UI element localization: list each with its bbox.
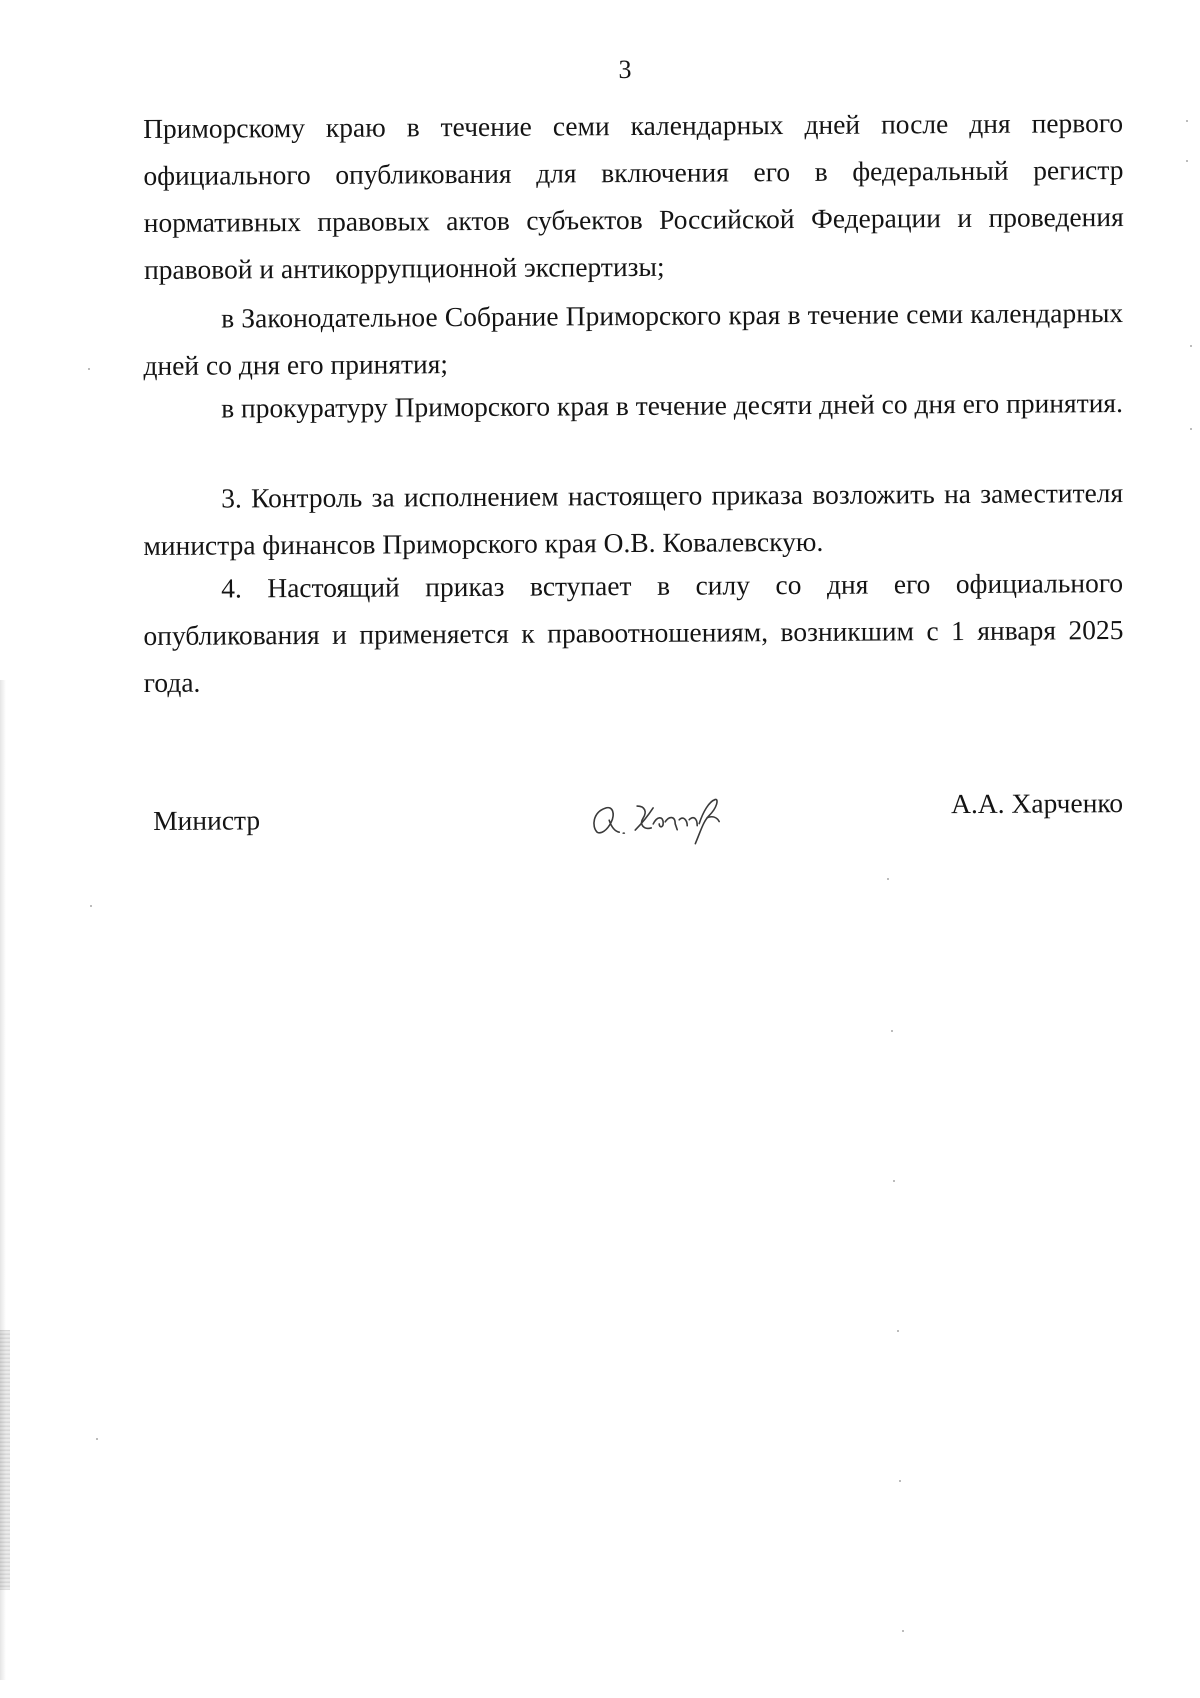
paragraph-text: в прокуратуру Приморского края в течение десяти дней со дня его принятия. — [221, 387, 1124, 424]
paragraph-prosecutor-office — [143, 379, 1123, 432]
signer-title: Министр — [153, 804, 261, 836]
page-number: 3 — [618, 55, 632, 84]
scan-speck — [893, 1180, 895, 1182]
scan-speck — [96, 1438, 98, 1440]
scan-speck — [887, 878, 889, 880]
signer-name: А.А. Харченко — [951, 787, 1124, 820]
scan-speck — [1190, 345, 1192, 347]
scan-speck — [891, 1030, 893, 1032]
scan-speck — [902, 1630, 904, 1632]
scan-edge-artifact-dark — [0, 1330, 10, 1590]
scan-speck — [1186, 160, 1188, 162]
paragraph-text: Приморскому краю в течение семи календарных дней после дня первого официального опубликования для включения его в федеральный регистр нормативных правовых актов субъектов Российской Федерации и проведения правовой и антикоррупционной экспертизы; — [143, 107, 1124, 285]
scan-speck — [1186, 120, 1188, 122]
signature-block — [153, 787, 1123, 873]
paragraph-legislative-assembly — [143, 289, 1124, 389]
paragraph-text: в Законодательное Собрание Приморского края в течение семи календарных дней со дня его принятия; — [143, 297, 1124, 381]
scan-speck — [1190, 428, 1192, 430]
scan-speck — [899, 1480, 901, 1482]
scan-speck — [897, 1330, 899, 1332]
paragraph-control-clause — [143, 469, 1124, 569]
scan-speck — [90, 905, 92, 907]
scan-speck — [88, 368, 90, 370]
paragraph-recipient-ministry-of-justice — [143, 99, 1124, 293]
handwritten-signature — [583, 785, 753, 856]
paragraph-text: 4. Настоящий приказ вступает в силу со дня его официального опубликования и применяется к правоотношениям, возникшим с 1 января 2025 года. — [143, 567, 1124, 698]
paragraph-effective-date-clause — [143, 559, 1124, 706]
paragraph-text: 3. Контроль за исполнением настоящего приказа возложить на заместителя министра финансов Приморского края О.В. Ковалевскую. — [143, 477, 1124, 561]
